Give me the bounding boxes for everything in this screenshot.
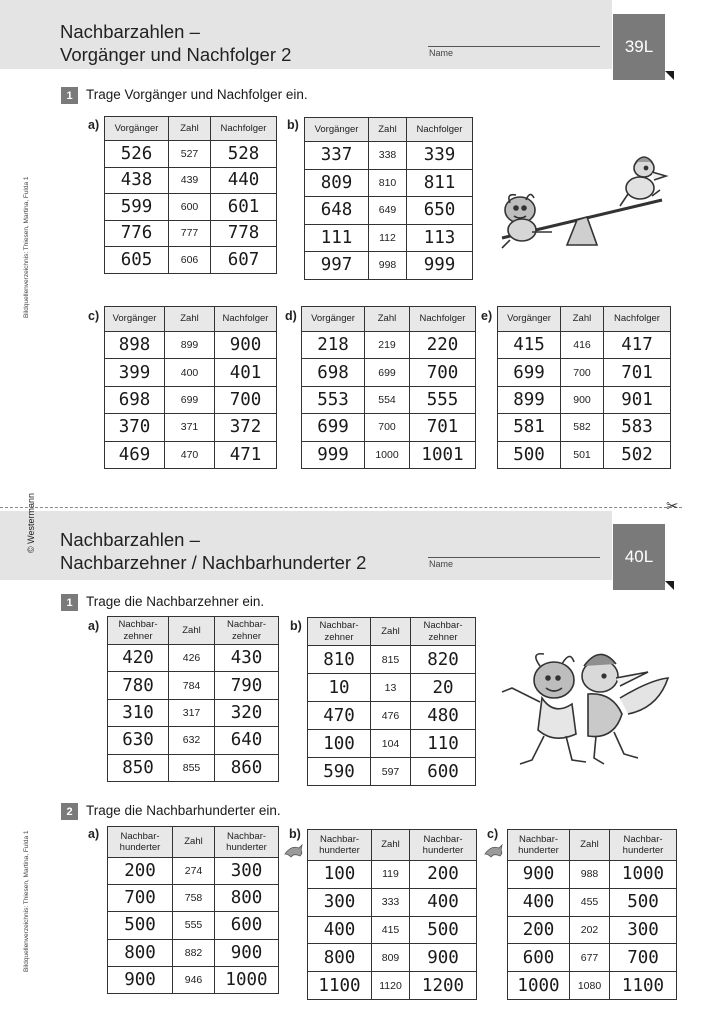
number-cell: 554: [365, 386, 410, 413]
page-badge-39l: 39L: [613, 14, 665, 80]
cut-line: [0, 507, 682, 508]
number-cell: 882: [173, 939, 215, 966]
next-cell: 400: [410, 888, 477, 916]
table-row: [498, 386, 671, 413]
number-cell: 998: [369, 252, 407, 280]
task-instruction: Trage die Nachbarhunderter ein.: [86, 803, 281, 818]
table-row: [308, 916, 477, 944]
name-label: Name: [429, 48, 454, 58]
next-cell: 300: [215, 858, 279, 885]
name-line: [428, 557, 600, 558]
prev-cell: 415: [498, 332, 561, 359]
next-cell: 320: [215, 699, 279, 726]
table-row: [108, 939, 279, 966]
worksheet-40-title: Nachbarzahlen – Nachbarzehner / Nachbarhunderter 2: [60, 529, 367, 573]
copyright: © Westermann: [26, 493, 36, 553]
prev-cell: 400: [508, 888, 570, 916]
prev-cell: 438: [105, 167, 169, 194]
prev-cell: 810: [308, 646, 371, 674]
task-instruction: Trage Vorgänger und Nachfolger ein.: [86, 87, 308, 102]
number-cell: 700: [365, 414, 410, 441]
number-cell: 112: [369, 224, 407, 252]
next-cell: 480: [411, 702, 476, 730]
table-row: [308, 730, 476, 758]
next-cell: 401: [215, 359, 277, 386]
table-row: [105, 386, 277, 413]
prev-cell: 800: [108, 939, 173, 966]
prev-cell: 999: [302, 441, 365, 468]
table-row: [308, 861, 477, 889]
table-b: [304, 117, 473, 280]
next-cell: 901: [604, 386, 671, 413]
prev-cell: 997: [305, 252, 369, 280]
next-cell: 800: [215, 885, 279, 912]
next-cell: 500: [610, 888, 677, 916]
number-cell: 104: [371, 730, 411, 758]
table-row: [105, 247, 277, 274]
next-cell: 583: [604, 414, 671, 441]
name-line: [428, 46, 600, 47]
next-cell: 1100: [610, 972, 677, 1000]
table-row: [105, 359, 277, 386]
table-d: [301, 306, 476, 469]
prev-cell: 780: [108, 672, 169, 699]
prev-cell: 599: [105, 194, 169, 221]
next-cell: 600: [215, 912, 279, 939]
col-header: Nachbar- zehner: [108, 617, 169, 645]
table-row: [302, 332, 476, 359]
table-label: b): [289, 827, 301, 841]
table-row: [105, 441, 277, 468]
task-number: 1: [61, 594, 78, 611]
scissors-icon: ✂: [666, 497, 679, 515]
hundreds-table-a: [107, 826, 279, 994]
tens-table-a: [107, 616, 279, 782]
table-row: [108, 645, 279, 672]
col-header: Nachfolger: [211, 117, 277, 141]
prev-cell: 469: [105, 441, 165, 468]
number-cell: 809: [372, 944, 410, 972]
number-cell: 13: [371, 674, 411, 702]
prev-cell: 337: [305, 142, 369, 170]
table-row: [498, 441, 671, 468]
table-label: d): [285, 309, 297, 323]
col-header: Nachfolger: [215, 307, 277, 332]
number-cell: 1000: [365, 441, 410, 468]
number-cell: 1120: [372, 972, 410, 1000]
number-cell: 555: [173, 912, 215, 939]
col-header: Zahl: [369, 118, 407, 142]
table-row: [105, 141, 277, 168]
next-cell: 900: [215, 939, 279, 966]
prev-cell: 630: [108, 727, 169, 754]
col-header: Zahl: [169, 617, 215, 645]
col-header: Vorgänger: [302, 307, 365, 332]
col-header: Nachbar- hunderter: [308, 830, 372, 861]
col-header: Zahl: [169, 117, 211, 141]
prev-cell: 100: [308, 730, 371, 758]
number-cell: 810: [369, 169, 407, 197]
number-cell: 649: [369, 197, 407, 225]
next-cell: 640: [215, 727, 279, 754]
prev-cell: 581: [498, 414, 561, 441]
prev-cell: 809: [305, 169, 369, 197]
table-label: e): [481, 309, 493, 323]
task-instruction: Trage die Nachbarzehner ein.: [86, 594, 265, 609]
table-row: [105, 332, 277, 359]
col-header: Vorgänger: [105, 307, 165, 332]
name-label: Name: [429, 559, 454, 569]
table-row: [498, 359, 671, 386]
table-row: [105, 414, 277, 441]
next-cell: 502: [604, 441, 671, 468]
col-header: Nachbar- hunderter: [610, 830, 677, 861]
table-row: [508, 916, 677, 944]
number-cell: 338: [369, 142, 407, 170]
table-label: a): [88, 118, 100, 132]
table-row: [302, 386, 476, 413]
table-row: [308, 646, 476, 674]
number-cell: 988: [570, 861, 610, 889]
table-row: [108, 858, 279, 885]
number-cell: 582: [561, 414, 604, 441]
table-row: [105, 194, 277, 221]
table-label: a): [88, 619, 100, 633]
next-cell: 790: [215, 672, 279, 699]
image-credit: Bildquellenverzeichnis: Thiesen, Martina, Fulda 1: [23, 830, 30, 972]
next-cell: 417: [604, 332, 671, 359]
number-cell: 758: [173, 885, 215, 912]
col-header: Nachbar- hunderter: [108, 827, 173, 858]
number-cell: 333: [372, 888, 410, 916]
table-row: [508, 972, 677, 1000]
number-cell: 415: [372, 916, 410, 944]
next-cell: 113: [407, 224, 473, 252]
number-cell: 700: [561, 359, 604, 386]
table-label: b): [290, 619, 302, 633]
number-cell: 119: [372, 861, 410, 889]
col-header: Zahl: [561, 307, 604, 332]
col-header: Vorgänger: [305, 118, 369, 142]
next-cell: 601: [211, 194, 277, 221]
col-header: Zahl: [165, 307, 215, 332]
number-cell: 426: [169, 645, 215, 672]
prev-cell: 698: [105, 386, 165, 413]
prev-cell: 600: [508, 944, 570, 972]
prev-cell: 399: [105, 359, 165, 386]
table-label: a): [88, 827, 100, 841]
prev-cell: 500: [498, 441, 561, 468]
dolphin-icon: [484, 844, 504, 860]
next-cell: 900: [410, 944, 477, 972]
number-cell: 597: [371, 758, 411, 786]
prev-cell: 526: [105, 141, 169, 168]
prev-cell: 420: [108, 645, 169, 672]
table-row: [305, 224, 473, 252]
table-row: [108, 672, 279, 699]
next-cell: 555: [410, 386, 476, 413]
table-label: b): [287, 118, 299, 132]
prev-cell: 218: [302, 332, 365, 359]
next-cell: 701: [410, 414, 476, 441]
task-number: 1: [61, 87, 78, 104]
number-cell: 501: [561, 441, 604, 468]
next-cell: 700: [410, 359, 476, 386]
prev-cell: 900: [508, 861, 570, 889]
number-cell: 899: [165, 332, 215, 359]
table-a: [104, 116, 277, 274]
number-cell: 416: [561, 332, 604, 359]
table-row: [108, 966, 279, 993]
seesaw-illustration: [492, 150, 682, 255]
col-header: Nachbar- hunderter: [215, 827, 279, 858]
prev-cell: 899: [498, 386, 561, 413]
next-cell: 811: [407, 169, 473, 197]
next-cell: 778: [211, 220, 277, 247]
prev-cell: 776: [105, 220, 169, 247]
table-row: [305, 142, 473, 170]
next-cell: 372: [215, 414, 277, 441]
next-cell: 860: [215, 754, 279, 781]
table-row: [305, 169, 473, 197]
next-cell: 607: [211, 247, 277, 274]
number-cell: 400: [165, 359, 215, 386]
page-badge-40l: 40L: [613, 524, 665, 590]
prev-cell: 590: [308, 758, 371, 786]
tens-table-b: [307, 617, 476, 786]
next-cell: 430: [215, 645, 279, 672]
table-row: [508, 944, 677, 972]
number-cell: 606: [169, 247, 211, 274]
prev-cell: 605: [105, 247, 169, 274]
prev-cell: 699: [498, 359, 561, 386]
col-header: Zahl: [371, 618, 411, 646]
number-cell: 455: [570, 888, 610, 916]
next-cell: 20: [411, 674, 476, 702]
table-row: [305, 197, 473, 225]
col-header: Nachfolger: [410, 307, 476, 332]
table-row: [302, 414, 476, 441]
prev-cell: 800: [308, 944, 372, 972]
number-cell: 202: [570, 916, 610, 944]
table-row: [105, 220, 277, 247]
number-cell: 317: [169, 699, 215, 726]
dolphin-icon: [284, 844, 304, 860]
prev-cell: 370: [105, 414, 165, 441]
badge-corner: [665, 581, 674, 590]
number-cell: 476: [371, 702, 411, 730]
image-credit: Bildquellenverzeichnis: Thiesen, Martina, Fulda 1: [23, 176, 30, 318]
number-cell: 815: [371, 646, 411, 674]
col-header: Nachbar- zehner: [308, 618, 371, 646]
next-cell: 471: [215, 441, 277, 468]
next-cell: 700: [610, 944, 677, 972]
number-cell: 274: [173, 858, 215, 885]
table-row: [108, 754, 279, 781]
table-row: [302, 441, 476, 468]
number-cell: 527: [169, 141, 211, 168]
prev-cell: 700: [108, 885, 173, 912]
prev-cell: 898: [105, 332, 165, 359]
task-number: 2: [61, 803, 78, 820]
number-cell: 784: [169, 672, 215, 699]
dancing-characters-illustration: [492, 632, 672, 772]
next-cell: 900: [215, 332, 277, 359]
next-cell: 528: [211, 141, 277, 168]
table-row: [308, 888, 477, 916]
hundreds-table-c: [507, 829, 677, 1000]
number-cell: 677: [570, 944, 610, 972]
col-header: Zahl: [570, 830, 610, 861]
prev-cell: 10: [308, 674, 371, 702]
table-row: [498, 414, 671, 441]
next-cell: 200: [410, 861, 477, 889]
number-cell: 946: [173, 966, 215, 993]
prev-cell: 699: [302, 414, 365, 441]
table-row: [498, 332, 671, 359]
col-header: Vorgänger: [105, 117, 169, 141]
number-cell: 699: [165, 386, 215, 413]
number-cell: 777: [169, 220, 211, 247]
next-cell: 440: [211, 167, 277, 194]
col-header: Zahl: [365, 307, 410, 332]
next-cell: 300: [610, 916, 677, 944]
worksheet-39-title: Nachbarzahlen – Vorgänger und Nachfolger 2: [60, 21, 292, 65]
badge-corner: [665, 71, 674, 80]
col-header: Vorgänger: [498, 307, 561, 332]
number-cell: 470: [165, 441, 215, 468]
col-header: Nachfolger: [407, 118, 473, 142]
next-cell: 1000: [215, 966, 279, 993]
table-row: [108, 885, 279, 912]
prev-cell: 1100: [308, 972, 372, 1000]
table-row: [308, 674, 476, 702]
next-cell: 220: [410, 332, 476, 359]
col-header: Zahl: [173, 827, 215, 858]
number-cell: 900: [561, 386, 604, 413]
number-cell: 371: [165, 414, 215, 441]
next-cell: 701: [604, 359, 671, 386]
table-row: [308, 944, 477, 972]
next-cell: 1000: [610, 861, 677, 889]
col-header: Nachbar- hunderter: [410, 830, 477, 861]
prev-cell: 310: [108, 699, 169, 726]
number-cell: 600: [169, 194, 211, 221]
prev-cell: 850: [108, 754, 169, 781]
table-row: [108, 699, 279, 726]
prev-cell: 553: [302, 386, 365, 413]
prev-cell: 500: [108, 912, 173, 939]
prev-cell: 200: [508, 916, 570, 944]
next-cell: 1200: [410, 972, 477, 1000]
next-cell: 500: [410, 916, 477, 944]
table-c: [104, 306, 277, 469]
next-cell: 820: [411, 646, 476, 674]
number-cell: 632: [169, 727, 215, 754]
number-cell: 219: [365, 332, 410, 359]
prev-cell: 1000: [508, 972, 570, 1000]
table-e: [497, 306, 671, 469]
table-label: c): [487, 827, 499, 841]
table-row: [508, 888, 677, 916]
prev-cell: 648: [305, 197, 369, 225]
table-row: [308, 972, 477, 1000]
col-header: Nachfolger: [604, 307, 671, 332]
prev-cell: 900: [108, 966, 173, 993]
table-row: [308, 758, 476, 786]
table-row: [305, 252, 473, 280]
number-cell: 855: [169, 754, 215, 781]
prev-cell: 400: [308, 916, 372, 944]
next-cell: 700: [215, 386, 277, 413]
number-cell: 1080: [570, 972, 610, 1000]
col-header: Nachbar- zehner: [215, 617, 279, 645]
hundreds-table-b: [307, 829, 477, 1000]
table-row: [105, 167, 277, 194]
next-cell: 1001: [410, 441, 476, 468]
prev-cell: 300: [308, 888, 372, 916]
number-cell: 699: [365, 359, 410, 386]
next-cell: 339: [407, 142, 473, 170]
table-row: [108, 727, 279, 754]
col-header: Nachbar- hunderter: [508, 830, 570, 861]
col-header: Nachbar- zehner: [411, 618, 476, 646]
number-cell: 439: [169, 167, 211, 194]
table-row: [302, 359, 476, 386]
table-row: [308, 702, 476, 730]
prev-cell: 111: [305, 224, 369, 252]
table-label: c): [88, 309, 100, 323]
prev-cell: 698: [302, 359, 365, 386]
next-cell: 600: [411, 758, 476, 786]
table-row: [108, 912, 279, 939]
prev-cell: 200: [108, 858, 173, 885]
prev-cell: 100: [308, 861, 372, 889]
prev-cell: 470: [308, 702, 371, 730]
next-cell: 110: [411, 730, 476, 758]
table-row: [508, 861, 677, 889]
col-header: Zahl: [372, 830, 410, 861]
next-cell: 650: [407, 197, 473, 225]
next-cell: 999: [407, 252, 473, 280]
